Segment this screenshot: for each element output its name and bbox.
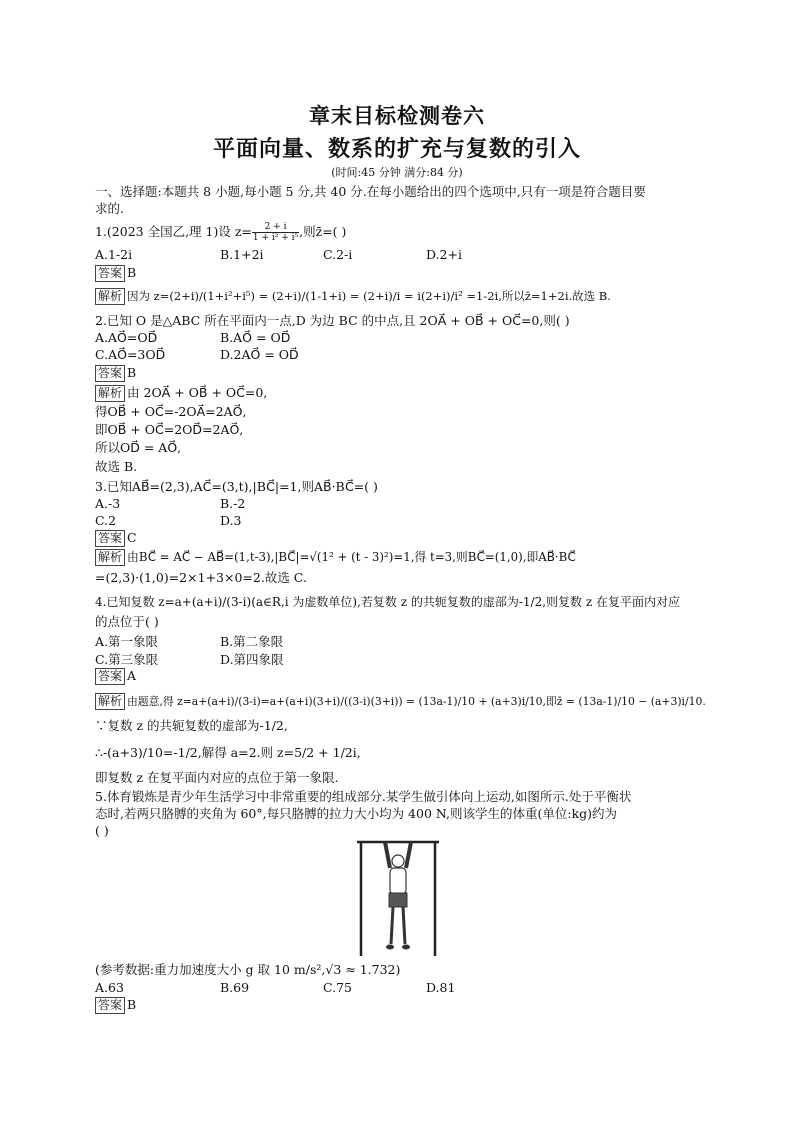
q4-analysis-2: ∴-(a+3)/10=-1/2,解得 a=2.则 z=5/2 + 1/2i, [95, 745, 361, 760]
q2-option-c: C.AO⃗=3OD⃗ [95, 347, 166, 362]
q2-analysis-0: 由 2OA⃗ + OB⃗ + OC⃗=0, [127, 385, 268, 400]
q1-answer: B [127, 265, 137, 280]
q4-option-b: B.第二象限 [220, 634, 284, 649]
pull-up-figure [355, 838, 441, 958]
page-title: 章末目标检测卷六 [309, 104, 485, 128]
q1-answer-row [95, 265, 136, 282]
analysis-tag: 解析 [95, 549, 125, 566]
page-subtitle: 平面向量、数系的扩充与复数的引入 [212, 137, 581, 162]
q1-option-b: B.1+2i [220, 247, 264, 262]
q4-analysis-row [95, 693, 706, 710]
analysis-tag: 解析 [95, 288, 125, 305]
q1-frac-den: 1 + i² + i⁵ [252, 233, 299, 243]
q2-analysis-4: 故选 B. [95, 459, 138, 474]
q2-stem: 2.已知 O 是△ABC 所在平面内一点,D 为边 BC 的中点,且 2OA⃗ + OB⃗ + OC⃗=0,则( ) [95, 313, 570, 328]
q3-option-c: C.2 [95, 513, 117, 528]
q2-answer: B [127, 365, 137, 380]
q4-stem-1: 4.已知复数 z=a+(a+i)/(3-i)(a∈R,i 为虚数单位),若复数 z 的共轭复数的虚部为-1/2,则复数 z 在复平面内对应 [95, 595, 680, 609]
q3-answer-row [95, 530, 137, 547]
q4-option-a: A.第一象限 [95, 634, 159, 649]
q2-option-d: D.2AO⃗ = OD⃗ [220, 347, 299, 362]
q5-option-d: D.81 [426, 980, 456, 995]
q3-answer: C [127, 530, 137, 545]
q1-option-a: A.1-2i [95, 247, 133, 262]
q5-answer: B [127, 997, 137, 1012]
answer-tag: 答案 [95, 530, 125, 547]
q1-option-c: C.2-i [323, 247, 353, 262]
answer-tag: 答案 [95, 997, 125, 1014]
q2-analysis-2: 即OB⃗ + OC⃗=2OD⃗=2AO⃗, [95, 422, 244, 437]
q4-answer-row [95, 668, 136, 685]
q5-answer-row [95, 997, 136, 1014]
q1-analysis: 因为 z=(2+i)/(1+i²+i⁵) = (2+i)/(1-1+i) = (2+i)/i = i(2+i)/i² =1-2i,所以z̄=1+2i.故选 B. [127, 289, 611, 303]
q5-reference-data: (参考数据:重力加速度大小 g 取 10 m/s²,√3 ≈ 1.732) [95, 962, 401, 977]
answer-tag: 答案 [95, 365, 125, 382]
q4-analysis-1: ∵复数 z 的共轭复数的虚部为-1/2, [95, 718, 288, 733]
q1-frac-num: 2 + i [252, 222, 299, 233]
q2-analysis-3: 所以OD⃗ = AO⃗, [95, 440, 182, 455]
q3-analysis-1: 由BC⃗ = AC⃗ − AB⃗=(1,t-3),|BC⃗|=√(1² + (t - 3)²)=1,得 t=3,则BC⃗=(1,0),即AB⃗·BC⃗ [127, 550, 576, 564]
q5-option-a: A.63 [95, 980, 124, 995]
analysis-tag: 解析 [95, 385, 125, 402]
time-note: (时间:45 分钟 满分:84 分) [331, 166, 463, 179]
q1-option-d: D.2+i [426, 247, 462, 262]
q5-option-c: C.75 [323, 980, 352, 995]
q3-option-b: B.-2 [220, 496, 246, 511]
q3-option-a: A.-3 [95, 496, 121, 511]
analysis-tag: 解析 [95, 693, 125, 710]
q5-stem-3: ( ) [95, 823, 109, 838]
q4-option-d: D.第四象限 [220, 652, 284, 667]
q1-fraction [252, 222, 299, 243]
q4-analysis-3: 即复数 z 在复平面内对应的点位于第一象限. [95, 770, 339, 785]
section-heading-line1: 一、选择题:本题共 8 小题,每小题 5 分,共 40 分.在每小题给出的四个选项中,只有一项是符合题目要 [95, 184, 646, 199]
answer-tag: 答案 [95, 265, 125, 282]
q2-option-b: B.AO⃗ = OD⃗ [220, 330, 291, 345]
q4-analysis-0: 由题意,得 z=a+(a+i)/(3-i)=a+(a+i)(3+i)/((3-i)(3+i)) = (13a-1)/10 + (a+3)i/10,即z̄ = (13a-1)/10 − (a+3)i/10. [127, 695, 706, 708]
q1-stem-a: 1.(2023 全国乙,理 1)设 z= [95, 224, 252, 239]
q5-stem-1: 5.体育锻炼是青少年生活学习中非常重要的组成部分.某学生做引体向上运动,如图所示.处于平衡状 [95, 789, 632, 804]
q2-analysis-row [95, 385, 267, 402]
q4-answer: A [127, 668, 137, 683]
q1-stem-b: ,则z̄=( ) [299, 224, 347, 239]
q3-stem: 3.已知AB⃗=(2,3),AC⃗=(3,t),|BC⃗|=1,则AB⃗·BC⃗=( ) [95, 479, 378, 494]
section-heading-line2: 求的. [95, 201, 124, 216]
answer-tag: 答案 [95, 668, 125, 685]
q2-option-a: A.AO⃗=OD⃗ [95, 330, 158, 345]
q4-stem-2: 的点位于( ) [95, 614, 159, 629]
q3-analysis-2: =(2,3)·(1,0)=2×1+3×0=2.故选 C. [95, 570, 307, 585]
q1-stem [95, 222, 346, 243]
q2-answer-row [95, 365, 136, 382]
q2-analysis-1: 得OB⃗ + OC⃗=-2OA⃗=2AO⃗, [95, 404, 247, 419]
q3-analysis-row [95, 549, 576, 566]
q5-stem-2: 态时,若两只胳膊的夹角为 60°,每只胳膊的拉力大小均为 400 N,则该学生的体重(单位:kg)约为 [95, 806, 618, 821]
q4-option-c: C.第三象限 [95, 652, 159, 667]
q5-option-b: B.69 [220, 980, 250, 995]
q1-analysis-row [95, 288, 611, 305]
q3-option-d: D.3 [220, 513, 242, 528]
